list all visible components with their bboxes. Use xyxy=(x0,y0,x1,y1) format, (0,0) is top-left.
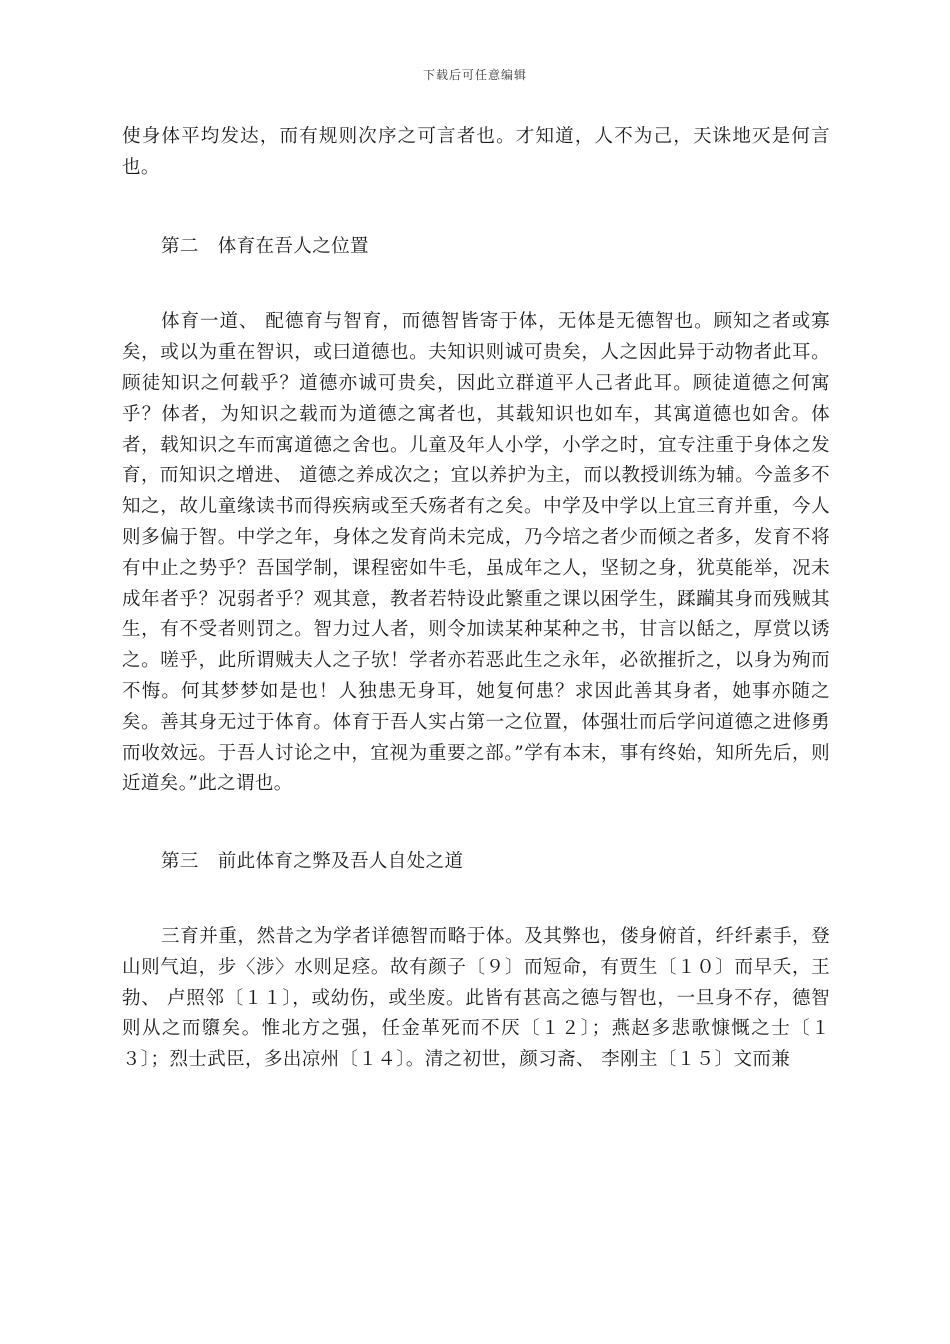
spacer xyxy=(122,262,830,307)
spacer xyxy=(122,878,830,922)
spacer xyxy=(122,800,830,847)
paragraph-section-2: 体育一道、 配德育与智育，而德智皆寄于体，无体是无德智也。顾知之者或寡矣，或以为重在智识，或曰道德也。夫知识则诚可贵矣，人之因此异于动物者此耳。顾徒知识之何载乎？道德亦诚可贵矣，因此立群道平人己者此耳。顾徒道德之何寓乎？体者，为知识之载而为道德之寓者也，其载知识也如车，其寓道德也如舍。体者，载知识之车而寓道德之舍也。儿童及年人小学，小学之时，宜专注重于身体之发育，而知识之增进、 道德之养成次之；宜以养护为主，而以教授训练为辅。今盖多不知之，故儿童缘读书而得疾病或至夭殇者有之矣。中学及中学以上宜三育并重，今人则多偏于智。中学之年，身体之发育尚未完成，乃今培之者少而倾之者多，发育不将有中止之势乎？吾国学制，课程密如牛毛，虽成年之人，坚韧之身，犹莫能举，况未成年者乎？况弱者乎？观其意，教者若特设此繁重之课以困学生，蹂躏其身而残贼其生，有不受者则罚之。智力过人者，则令加读某种某种之书，甘言以餂之，厚赏以诱之。嗟乎，此所谓贼夫人之子欤！学者亦若恶此生之永年，必欲摧折之，以身为殉而不悔。何其梦梦如是也！人独患无身耳，她复何患？求因此善其身者，她事亦随之矣。善其身无过于体育。体育于吾人实占第一之位置，体强壮而后学问道德之进修勇而收效远。于吾人讨论之中，宜视为重要之部。”学有本末，事有终始，知所先后，则近道矣。”此之谓也。 xyxy=(122,311,830,795)
spacer xyxy=(122,184,830,232)
document-body xyxy=(122,122,830,1076)
section-heading-3: 第三 前此体育之弊及吾人自处之道 xyxy=(161,851,464,873)
paragraph-intro-continuation: 使身体平均发达，而有规则次序之可言者也。才知道，人不为己，天诛地灭是何言也。 xyxy=(122,126,830,178)
page-header: 下载后可任意编辑 xyxy=(422,68,527,82)
paragraph-section-3: 三育并重，然昔之为学者详德智而略于体。及其弊也，偻身俯首，纤纤素手，登山则气迫，步〈涉〉水则足痉。故有颜子〔９〕而短命，有贾生〔１０〕而早夭，王勃、 卢照邻〔１１〕，或幼伤，或坐废。此皆有甚高之德与智也，一旦身不存，德智则从之而隳矣。惟北方之强，任金革死而不厌〔１２〕；燕赵多悲歌慷慨之士〔１３〕；烈士武臣，多出凉州〔１４〕。清之初世，颜习斋、 李刚主〔１５〕文而兼 xyxy=(122,925,830,1071)
section-heading-2: 第二 体育在吾人之位置 xyxy=(161,235,369,257)
